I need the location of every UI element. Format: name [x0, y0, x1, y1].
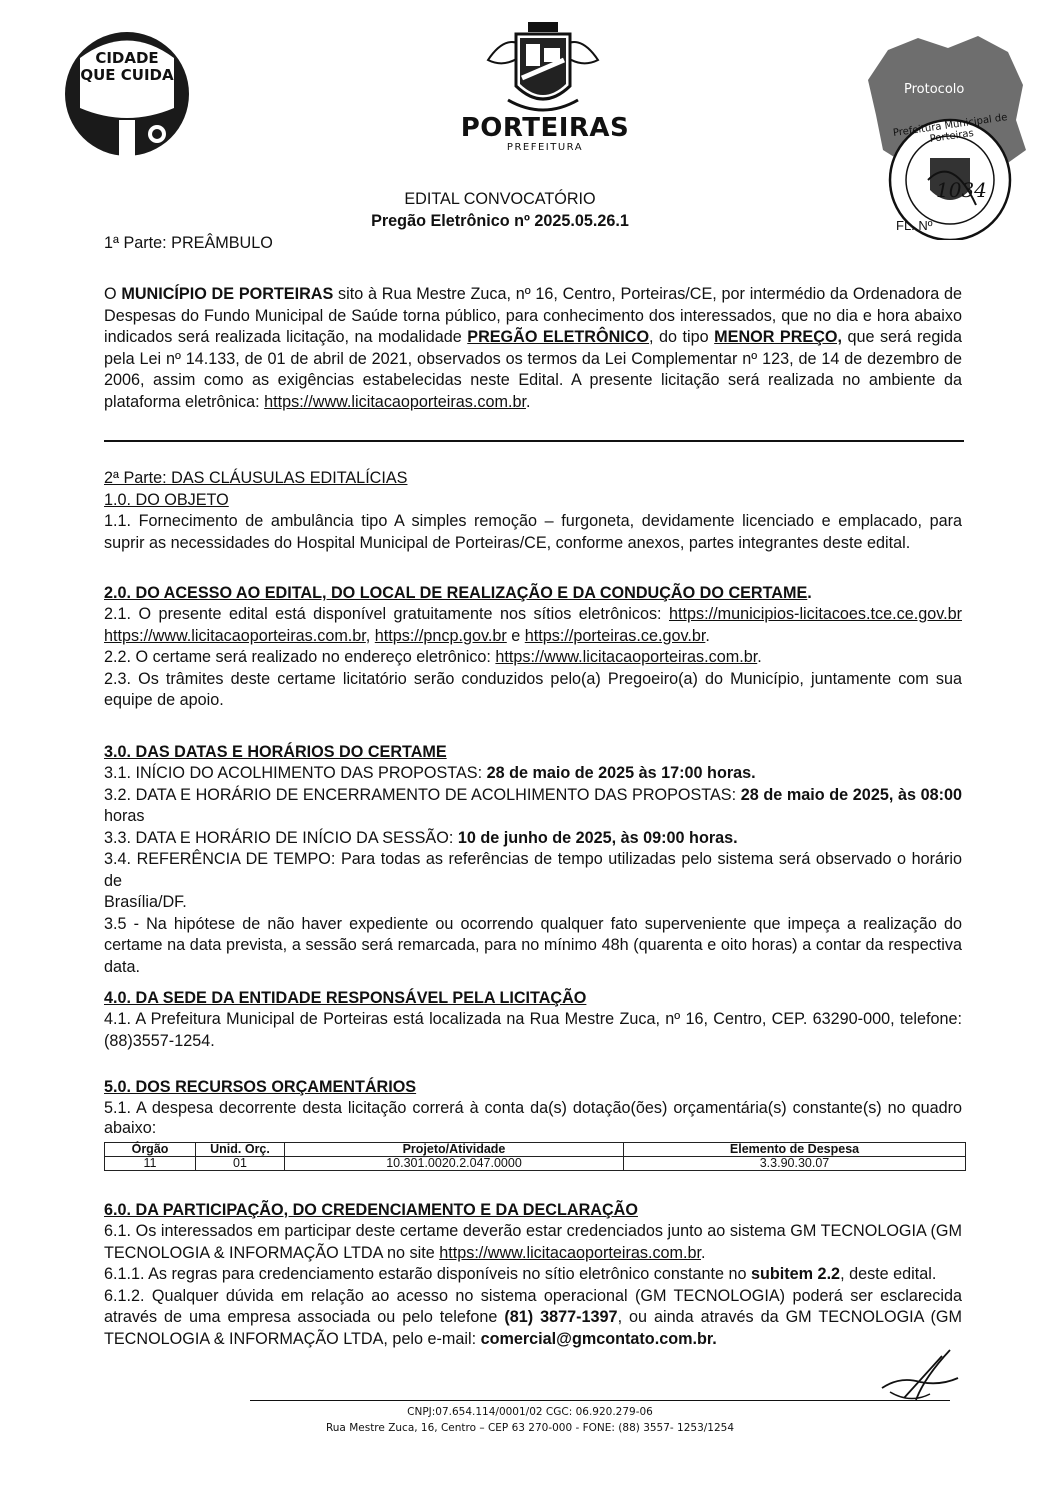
section-6-heading: 6.0. DA PARTICIPAÇÃO, DO CREDENCIAMENTO E DA DECLARAÇÃO [104, 1201, 638, 1219]
budget-col-unid: Unid. Orç. [196, 1143, 285, 1157]
section-4-heading: 4.0. DA SEDE DA ENTIDADE RESPONSÁVEL PELA LICITAÇÃO [104, 989, 587, 1007]
stamp-top-text: Protocolo [904, 82, 965, 97]
budget-cell-unid: 01 [196, 1157, 285, 1171]
preamble-line4: pela Lei nº 14.133, de 01 de abril de 2021, observados os termos da Lei Complementar nº 123, de 14 de dezembro de [104, 349, 962, 368]
stamp-number: 1034 [936, 178, 987, 202]
part1-label: 1ª Parte: PREÂMBULO [104, 234, 273, 252]
brand-block [440, 114, 650, 154]
section-3-line5: 3.4. REFERÊNCIA DE TEMPO: Para todas as referências de tempo utilizadas pelo sistema será observado o horário de [104, 850, 962, 890]
preamble-line1: O MUNICÍPIO DE PORTEIRAS sito à Rua Mestre Zuca, nº 16, Centro, Porteiras/CE, por intermédio da Ordenadora de [104, 285, 962, 303]
section-5 [104, 1077, 962, 1136]
preamble-line2: Despesas do Fundo Municipal de Saúde torna público, para conhecimento dos interessados, que no dia e hora abaixo [104, 306, 962, 325]
brand-name: PORTEIRAS [460, 113, 630, 143]
porteiras-link[interactable]: https://porteiras.ce.gov.br [524, 626, 706, 645]
section-2-heading: 2.0. DO ACESSO AO EDITAL, DO LOCAL DE REALIZAÇÃO E DA CONDUÇÃO DO CERTAME. [104, 584, 812, 602]
porteiras-coat-of-arms [478, 20, 608, 116]
brand-sub: PREFEITURA [506, 142, 584, 153]
section-3-line2: 3.2. DATA E HORÁRIO DE ENCERRAMENTO DE ACOLHIMENTO DAS PROPOSTAS: 28 de maio de 2025, às 08:00 [104, 785, 962, 804]
section-2 [104, 583, 962, 712]
section-6-line5: através de uma empresa associada ou pelo telefone (81) 3877-1397, ou ainda através da GM TECNOLOGIA (GM [104, 1308, 963, 1326]
doc-title-line1: EDITAL CONVOCATÓRIO [404, 190, 596, 208]
section-3-line1: 3.1. INÍCIO DO ACOLHIMENTO DAS PROPOSTAS: 28 de maio de 2025 às 17:00 horas. [104, 764, 756, 782]
budget-col-projeto: Projeto/Atividade [285, 1143, 624, 1157]
footer-line2: Rua Mestre Zuca, 16, Centro – CEP 63 270-000 - FONE: (88) 3557- 1253/1254 [325, 1422, 735, 1434]
section-6-line3: 6.1.1. As regras para credenciamento estarão disponíveis no sítio eletrônico constante no subitem 2.2, deste edital. [104, 1265, 937, 1283]
section-3-line3: horas [104, 807, 145, 825]
budget-cell-elemento: 3.3.90.30.07 [624, 1157, 966, 1171]
section-3-heading: 3.0. DAS DATAS E HORÁRIOS DO CERTAME [104, 743, 447, 761]
tce-link[interactable]: https://municipios-licitacoes.tce.ce.gov.br [669, 605, 962, 623]
section-6-line6: TECNOLOGIA & INFORMAÇÃO LTDA, pelo e-mail: comercial@gmcontato.com.br. [104, 1329, 717, 1348]
section-4-line2: (88)3557-1254. [104, 1031, 215, 1050]
section-3-line8: certame na data prevista, a sessão será remarcada, para no mínimo 48h (quarenta e oito horas) a contar da respectiva [104, 936, 962, 954]
footer-rule [250, 1400, 950, 1401]
section-3-line6: Brasília/DF. [104, 893, 187, 911]
budget-cell-projeto: 10.301.0020.2.047.0000 [285, 1157, 624, 1171]
preamble [104, 284, 962, 413]
section-5-line1: 5.1. A despesa decorrente desta licitação correrá à conta da(s) dotação(ões) orçamentária(s) constante(s) no quadro [104, 1099, 962, 1117]
signature [880, 1348, 960, 1408]
doc-title [300, 189, 700, 232]
part2-label: 2ª Parte: DAS CLÁUSULAS EDITALÍCIAS [104, 469, 408, 487]
preamble-line5: 2006, assim como as exigências estabelecidas neste Edital. A presente licitação será realizada no ambiente da [104, 371, 962, 389]
licitacao-link-3[interactable]: https://www.licitacaoporteiras.com.br [439, 1243, 702, 1262]
section-1-line2: suprir as necessidades do Hospital Municipal de Porteiras/CE, conforme anexos, partes integrantes deste edital. [104, 533, 911, 552]
stamp-ring-text: Prefeitura Municipal de Porteiras [892, 112, 1009, 145]
section-2-line5: equipe de apoio. [104, 691, 224, 709]
section-4-line1: 4.1. A Prefeitura Municipal de Porteiras está localizada na Rua Mestre Zuca, nº 16, Centro, CEP. 63290-000, telefone: [104, 1010, 962, 1028]
section-2-line1: 2.1. O presente edital está disponível gratuitamente nos sítios eletrônicos: https://municipios-licitacoes.tce.ce.gov.br [104, 605, 962, 623]
footer [200, 1404, 860, 1436]
table-row [105, 1157, 966, 1171]
preamble-line6: plataforma eletrônica: https://www.licitacaoporteiras.com.br. [104, 392, 531, 411]
protocol-stamp [858, 30, 1038, 240]
section-1-heading: 1.0. DO OBJETO [104, 491, 229, 509]
budget-cell-orgao: 11 [105, 1157, 196, 1171]
preamble-line3: indicados será realizada licitação, na modalidade PREGÃO ELETRÔNICO, do tipo MENOR PREÇO, que será regida [104, 328, 962, 346]
section-6-line2: TECNOLOGIA & INFORMAÇÃO LTDA no site https://www.licitacaoporteiras.com.br. [104, 1243, 706, 1262]
section-4 [104, 988, 962, 1052]
section-3-line4: 3.3. DATA E HORÁRIO DE INÍCIO DA SESSÃO: 10 de junho de 2025, às 09:00 horas. [104, 828, 738, 847]
logo-text-line1: CIDADE [95, 49, 159, 67]
section-5-line2: abaixo: [104, 1118, 157, 1137]
section-6 [104, 1200, 962, 1350]
budget-col-orgao: Órgão [105, 1143, 196, 1157]
section-2-line2: https://www.licitacaoporteiras.com.br, https://pncp.gov.br e https://porteiras.ce.gov.br. [104, 626, 710, 645]
licitacao-link-2[interactable]: https://www.licitacaoporteiras.com.br [495, 648, 758, 666]
logo-text-line2: QUE CUIDA [80, 66, 174, 84]
section-2-line4: 2.3. Os trâmites deste certame licitatório serão conduzidos pelo(a) Pregoeiro(a) do Município, juntamente com sua [104, 669, 962, 688]
section-3-line7: 3.5 - Na hipótese de não haver expediente ou ocorrendo qualquer fato superveniente que impeça a realização do [104, 914, 962, 933]
licitacao-link[interactable]: https://www.licitacaoporteiras.com.br [104, 626, 366, 645]
section-3 [104, 742, 962, 978]
section-2-line3: 2.2. O certame será realizado no endereço eletrônico: https://www.licitacaoporteiras.com.br. [104, 648, 762, 666]
stamp-fl-label: FL. Nº [896, 218, 933, 233]
footer-line1: CNPJ:07.654.114/0001/02 CGC: 06.920.279-06 [407, 1406, 653, 1418]
section-divider [104, 440, 964, 442]
budget-col-elemento: Elemento de Despesa [624, 1143, 966, 1157]
email-link[interactable]: comercial@gmcontato.com.br. [480, 1329, 717, 1348]
section-3-line9: data. [104, 957, 141, 976]
platform-link[interactable]: https://www.licitacaoporteiras.com.br [264, 392, 526, 411]
section-6-line4: 6.1.2. Qualquer dúvida em relação ao acesso no sistema operacional (GM TECNOLOGIA) poderá ser esclarecida [104, 1286, 962, 1305]
pncp-link[interactable]: https://pncp.gov.br [374, 626, 507, 645]
section-5-heading: 5.0. DOS RECURSOS ORÇAMENTÁRIOS [104, 1078, 417, 1096]
section-1-line1: 1.1. Fornecimento de ambulância tipo A simples remoção – furgoneta, devidamente licenciado e emplacado, para [104, 512, 962, 530]
doc-title-line2: Pregão Eletrônico nº 2025.05.26.1 [371, 211, 629, 230]
cidade-que-cuida-logo [62, 28, 192, 160]
section-1 [104, 490, 962, 554]
budget-table-header [105, 1143, 966, 1157]
section-6-line1: 6.1. Os interessados em participar deste certame deverão estar credenciados junto ao sistema GM TECNOLOGIA (GM [104, 1222, 962, 1240]
budget-table [104, 1142, 966, 1171]
